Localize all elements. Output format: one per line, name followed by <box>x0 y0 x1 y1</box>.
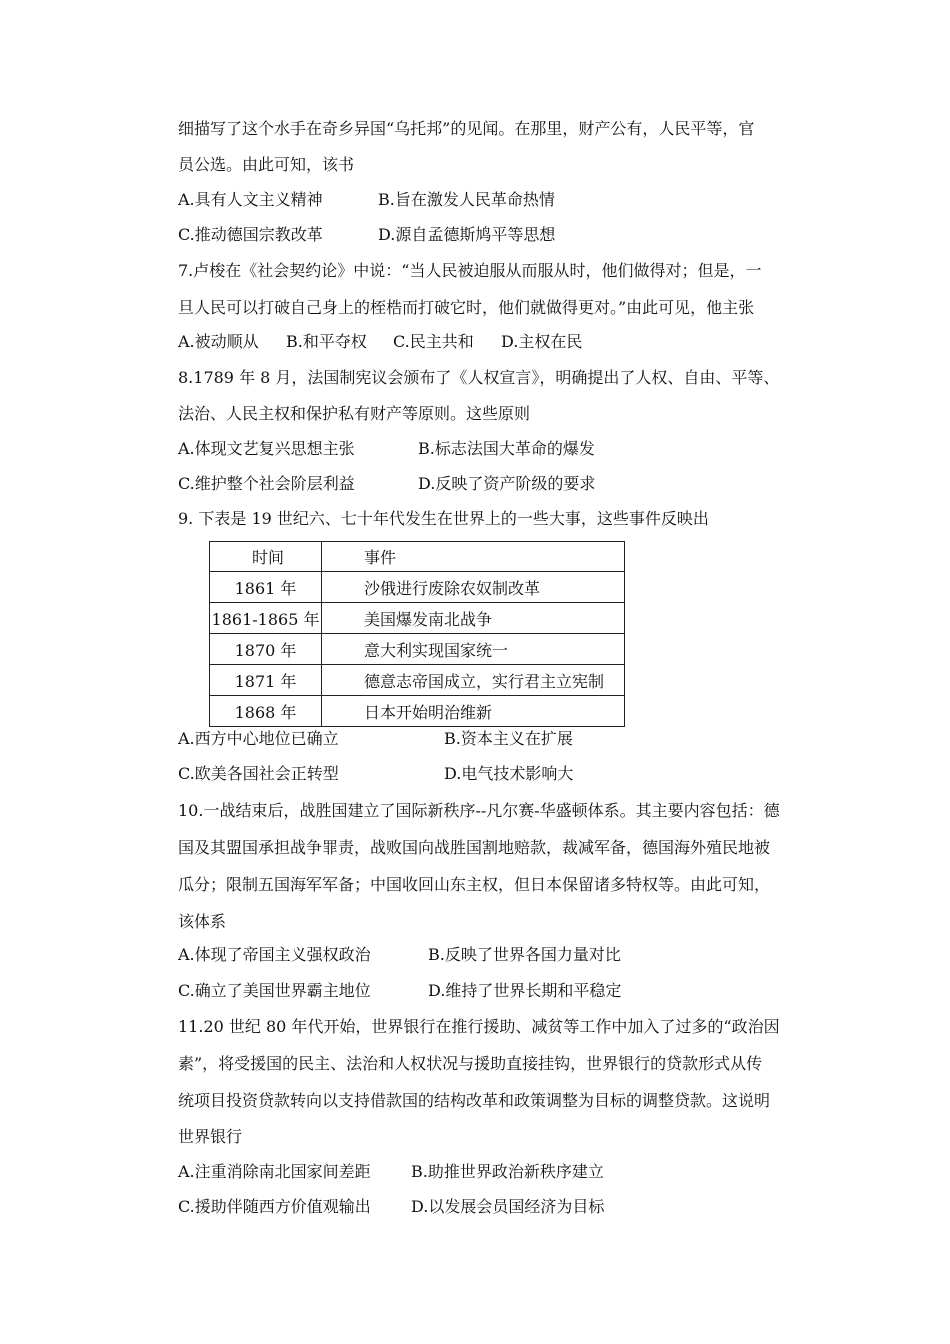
q7-option-c: C.民主共和 <box>393 332 474 351</box>
q11-stem-line-1: 11.20 世纪 80 年代开始，世界银行在推行援助、减贫等工作中加入了过多的“政治因 <box>178 1017 780 1036</box>
row-time: 1870 年 <box>210 634 322 665</box>
q11-stem-line-2: 素”，将受援国的民主、法治和人权状况与援助直接挂钩，世界银行的贷款形式从传 <box>178 1054 763 1073</box>
q11-option-c: C.援助伴随西方价值观输出 <box>178 1197 371 1216</box>
q7-stem-line-1: 7.卢梭在《社会契约论》中说：“当人民被迫服从而服从时，他们做得对；但是，一 <box>178 261 762 280</box>
table-row <box>210 603 625 634</box>
table-row <box>210 634 625 665</box>
q10-option-c: C.确立了美国世界霸主地位 <box>178 981 371 1000</box>
q7-option-a: A.被动顺从 <box>178 332 259 351</box>
events-table <box>209 541 625 727</box>
q10-stem-line-2: 国及其盟国承担战争罪责，战败国向战胜国割地赔款，裁减军备，德国海外殖民地被 <box>178 838 771 857</box>
q11-option-b: B.助推世界政治新秩序建立 <box>411 1162 604 1181</box>
q10-stem-line-3: 瓜分；限制五国海军军备；中国收回山东主权，但日本保留诸多特权等。由此可知， <box>178 875 771 894</box>
q11-option-a: A.注重消除南北国家间差距 <box>178 1162 371 1181</box>
q8-option-d: D.反映了资产阶级的要求 <box>418 474 596 493</box>
q8-option-c: C.维护整个社会阶层利益 <box>178 474 355 493</box>
header-time: 时间 <box>210 542 322 572</box>
q6-option-d: D.源自孟德斯鸠平等思想 <box>378 225 556 244</box>
row-event: 德意志帝国成立，实行君主立宪制 <box>322 665 625 696</box>
q11-option-d: D.以发展会员国经济为目标 <box>411 1197 605 1216</box>
q7-option-d: D.主权在民 <box>501 332 583 351</box>
q8-stem-line-2: 法治、人民主权和保护私有财产等原则。这些原则 <box>178 404 531 423</box>
q8-option-a: A.体现文艺复兴思想主张 <box>178 439 355 458</box>
q10-option-b: B.反映了世界各国力量对比 <box>428 945 621 964</box>
row-event: 美国爆发南北战争 <box>322 603 625 634</box>
q9-option-c: C.欧美各国社会正转型 <box>178 764 339 783</box>
q11-stem-line-3: 统项目投资贷款转向以支持借款国的结构改革和政策调整为目标的调整贷款。这说明 <box>178 1091 771 1110</box>
q8-option-b: B.标志法国大革命的爆发 <box>418 439 595 458</box>
q6-option-c: C.推动德国宗教改革 <box>178 225 323 244</box>
row-time: 1861-1865 年 <box>210 603 322 634</box>
q6-stem-line-1: 细描写了这个水手在奇乡异国“乌托邦”的见闻。在那里，财产公有，人民平等，官 <box>178 119 755 138</box>
table-row <box>210 665 625 696</box>
table-row <box>210 572 625 603</box>
q11-stem-line-4: 世界银行 <box>178 1127 243 1146</box>
q9-option-a: A.西方中心地位已确立 <box>178 729 339 748</box>
q6-option-a: A.具有人文主义精神 <box>178 190 323 209</box>
row-time: 1868 年 <box>210 696 322 727</box>
q10-stem-line-1: 10.一战结束后，战胜国建立了国际新秩序--凡尔赛-华盛顿体系。其主要内容包括：德 <box>178 801 780 820</box>
q6-stem-line-2: 员公选。由此可知，该书 <box>178 155 355 174</box>
row-event: 意大利实现国家统一 <box>322 634 625 665</box>
row-event: 日本开始明治维新 <box>322 696 625 727</box>
q7-stem-line-2: 旦人民可以打破自己身上的桎梏而打破它时，他们就做得更对。”由此可见，他主张 <box>178 298 755 317</box>
q9-stem-line-1: 9. 下表是 19 世纪六、七十年代发生在世界上的一些大事，这些事件反映出 <box>178 509 709 528</box>
q10-stem-line-4: 该体系 <box>178 912 227 931</box>
q10-option-a: A.体现了帝国主义强权政治 <box>178 945 371 964</box>
table-header-row <box>210 542 625 572</box>
row-event: 沙俄进行废除农奴制改革 <box>322 572 625 603</box>
q10-option-d: D.维持了世界长期和平稳定 <box>428 981 622 1000</box>
q9-option-d: D.电气技术影响大 <box>444 764 574 783</box>
header-event: 事件 <box>322 542 625 572</box>
row-time: 1871 年 <box>210 665 322 696</box>
q8-stem-line-1: 8.1789 年 8 月，法国制宪议会颁布了《人权宣言》，明确提出了人权、自由、平等、 <box>178 368 780 387</box>
q6-option-b: B.旨在激发人民革命热情 <box>378 190 555 209</box>
q7-option-b: B.和平夺权 <box>286 332 367 351</box>
q9-option-b: B.资本主义在扩展 <box>444 729 573 748</box>
table-row <box>210 696 625 727</box>
row-time: 1861 年 <box>210 572 322 603</box>
